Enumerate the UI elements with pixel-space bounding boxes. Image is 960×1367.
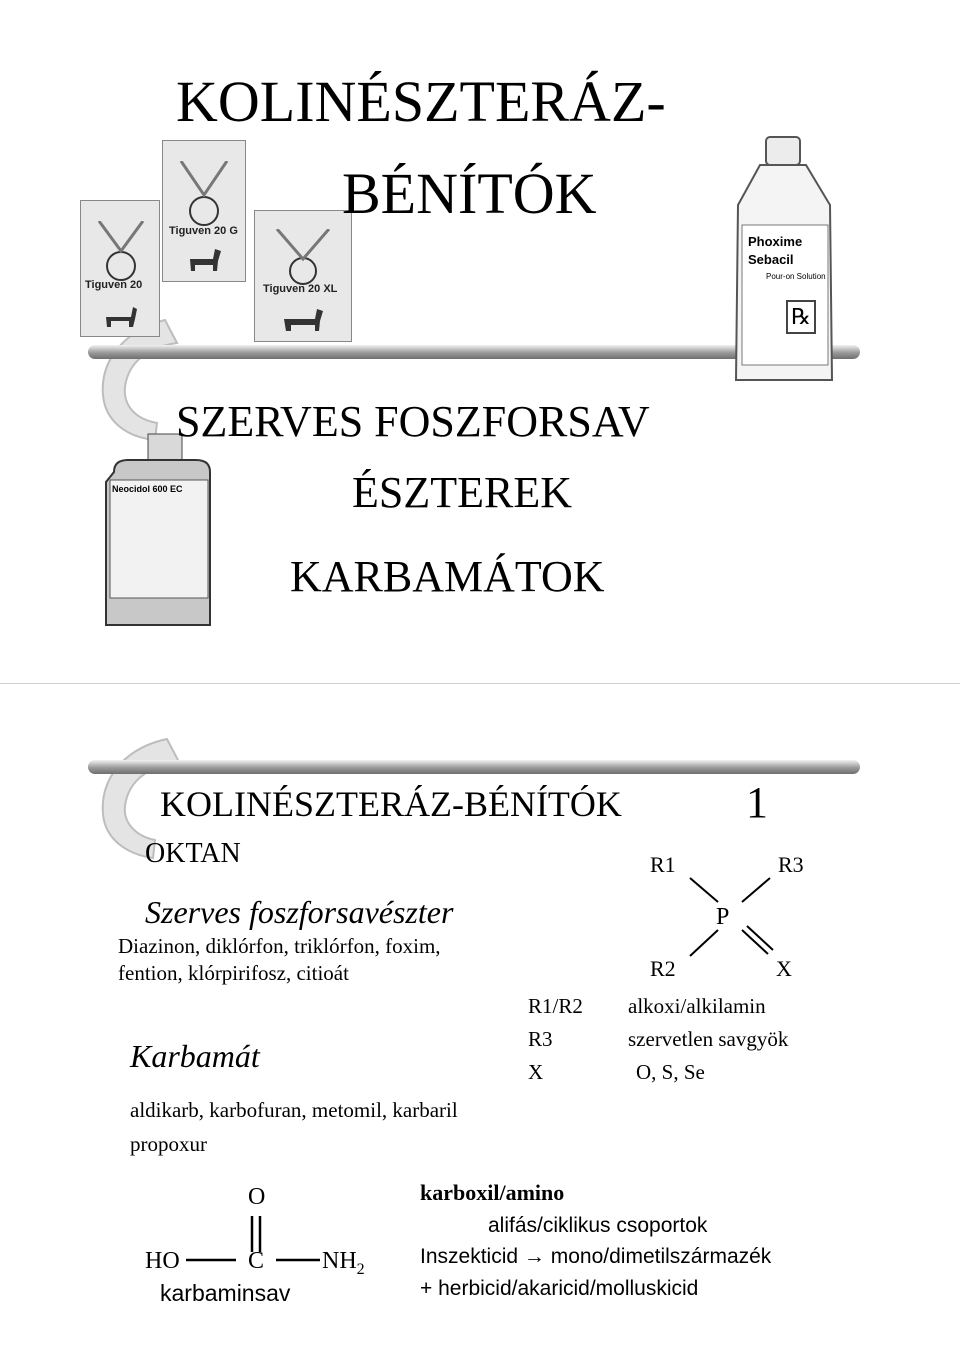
carbamic-nh-subscript: 2 bbox=[356, 1260, 365, 1278]
bottle-subtitle: Pour-on Solution bbox=[766, 272, 826, 281]
product-box-label: Tiguven 20 bbox=[85, 279, 143, 291]
section2-line2: propoxur bbox=[130, 1132, 207, 1156]
neocidol-bottle-image bbox=[104, 432, 218, 627]
structure-r1: R1 bbox=[650, 852, 676, 877]
legend-key-1: R1/R2 bbox=[528, 994, 583, 1018]
structure-r2: R2 bbox=[650, 956, 676, 981]
section1-line1: Diazinon, diklórfon, triklórfon, foxim, bbox=[118, 934, 441, 958]
slide-2 bbox=[0, 684, 960, 1367]
legend-value-3: O, S, Se bbox=[636, 1060, 705, 1084]
bottle-brand-line1: Phoxime bbox=[748, 234, 803, 249]
product-box-tiguven-20-g bbox=[162, 140, 246, 282]
section1-title: Szerves foszforsavészter bbox=[145, 894, 454, 930]
dog-icon bbox=[101, 297, 141, 327]
slide1-item-2: ÉSZTEREK bbox=[352, 468, 572, 517]
legend-value-2: szervetlen savgyök bbox=[628, 1027, 789, 1051]
arrow-right-icon: → bbox=[523, 1245, 545, 1268]
slide2-heading-number: 1 bbox=[746, 778, 768, 827]
legend-value-1: alkoxi/alkilamin bbox=[628, 994, 766, 1018]
product-box-tiguven-20 bbox=[80, 200, 160, 337]
product-box-label: Tiguven 20 XL bbox=[263, 283, 338, 295]
rx-icon: ℞ bbox=[786, 300, 816, 334]
structure-x: X bbox=[776, 956, 792, 981]
slide1-item-1: SZERVES FOSZFORSAV bbox=[176, 397, 650, 446]
note-line-4: + herbicid/akaricid/molluskicid bbox=[420, 1277, 699, 1300]
small-bottle-label: Neocidol 600 EC bbox=[112, 484, 183, 494]
product-box-tiguven-20-xl bbox=[254, 210, 352, 342]
legend-key-2: R3 bbox=[528, 1027, 553, 1051]
structure-p: P bbox=[716, 904, 730, 930]
slide1-title-line2: BÉNÍTÓK bbox=[342, 161, 597, 226]
note-line-2: alifás/ciklikus csoportok bbox=[488, 1214, 708, 1237]
carbamic-nh-text: NH bbox=[322, 1248, 357, 1274]
note-line-3 bbox=[420, 1245, 771, 1269]
decorative-bar bbox=[88, 760, 860, 774]
slide1-title-line1: KOLINÉSZTERÁZ- bbox=[176, 69, 666, 134]
slide1-item-3: KARBAMÁTOK bbox=[290, 552, 605, 601]
carbamic-name: karbaminsav bbox=[160, 1280, 291, 1306]
carbamic-nh bbox=[322, 1248, 365, 1279]
carbamic-c: C bbox=[248, 1248, 265, 1274]
note-line-3-b: mono/dimetilszármazék bbox=[550, 1245, 772, 1268]
oktan-label: OKTAN bbox=[145, 838, 241, 869]
slide2-heading: KOLINÉSZTERÁZ-BÉNÍTÓK bbox=[160, 784, 622, 824]
section2-title: Karbamát bbox=[130, 1038, 260, 1074]
carbamic-o: O bbox=[248, 1184, 266, 1210]
dog-icon bbox=[185, 241, 225, 273]
section1-line2: fention, klórpirifosz, citioát bbox=[118, 961, 349, 985]
legend-key-3: X bbox=[528, 1060, 544, 1084]
product-box-label: Tiguven 20 G bbox=[169, 225, 238, 237]
section2-line1: aldikarb, karbofuran, metomil, karbaril bbox=[130, 1098, 458, 1122]
carbamic-ho: HO bbox=[145, 1248, 180, 1274]
note-line-3-a: Inszekticid bbox=[420, 1245, 519, 1268]
bottle-brand-line2: Sebacil bbox=[748, 252, 794, 267]
structure-r3: R3 bbox=[778, 852, 804, 877]
dog-icon bbox=[279, 303, 329, 333]
note-line-1: karboxil/amino bbox=[420, 1180, 565, 1205]
structure-bonds bbox=[680, 874, 790, 964]
